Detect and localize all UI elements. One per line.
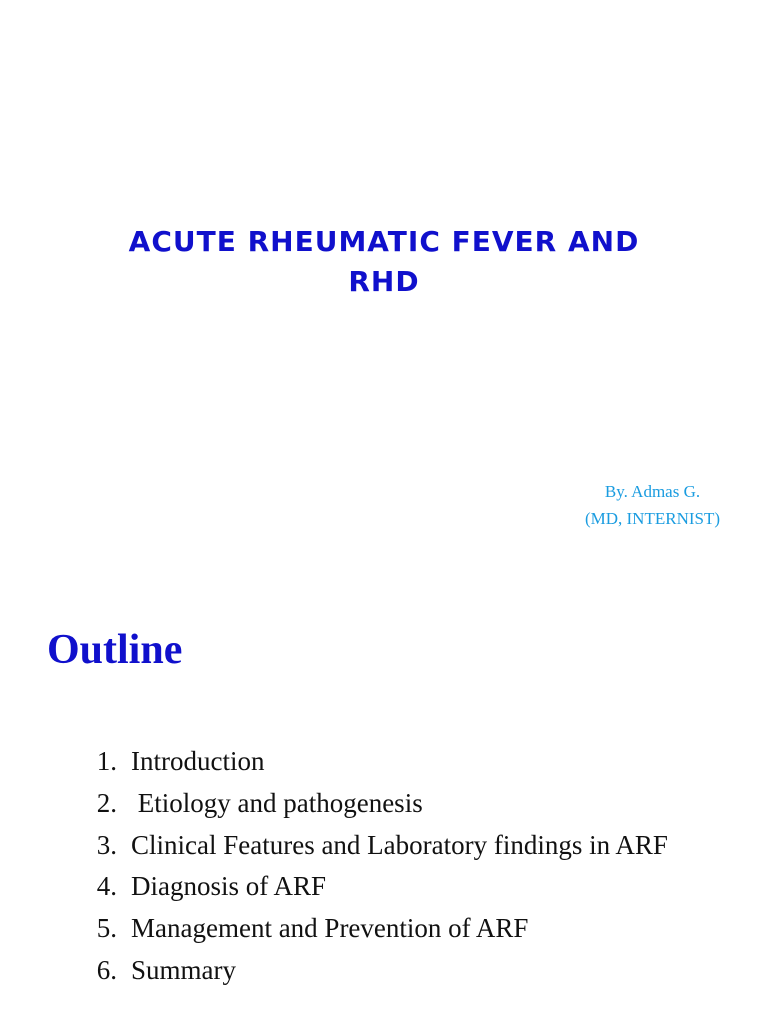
outline-item-number: 5. <box>96 913 117 944</box>
outline-item-number: 6. <box>96 954 117 985</box>
outline-item-number: 2. <box>96 787 117 818</box>
outline-item <box>60 825 668 867</box>
outline-item-number: 1. <box>96 746 117 776</box>
outline-item <box>60 950 668 992</box>
outline-heading: Outline <box>47 627 183 673</box>
slide-title <box>84 222 684 302</box>
outline-item <box>60 908 668 950</box>
author-byline <box>540 478 765 532</box>
outline-item <box>60 741 668 783</box>
outline-item-text: Etiology and pathogenesis <box>131 787 423 818</box>
outline-item-text: Introduction <box>131 746 265 776</box>
outline-list <box>60 741 668 992</box>
outline-item-text: Summary <box>131 954 236 985</box>
author-name: By. Admas G. <box>604 482 701 501</box>
outline-item <box>60 866 668 908</box>
outline-item-number: 4. <box>96 871 117 902</box>
author-credentials: (MD, INTERNIST) <box>584 509 721 528</box>
slide-title-line-2: RHD <box>348 265 420 298</box>
outline-item-text: Clinical Features and Laboratory findings in ARF <box>131 829 668 860</box>
outline-item-text: Management and Prevention of ARF <box>131 913 529 944</box>
outline-item-text: Diagnosis of ARF <box>131 871 327 902</box>
outline-item <box>60 783 668 825</box>
outline-item-number: 3. <box>96 829 117 860</box>
slide-title-line-1: ACUTE RHEUMATIC FEVER AND <box>128 225 640 258</box>
